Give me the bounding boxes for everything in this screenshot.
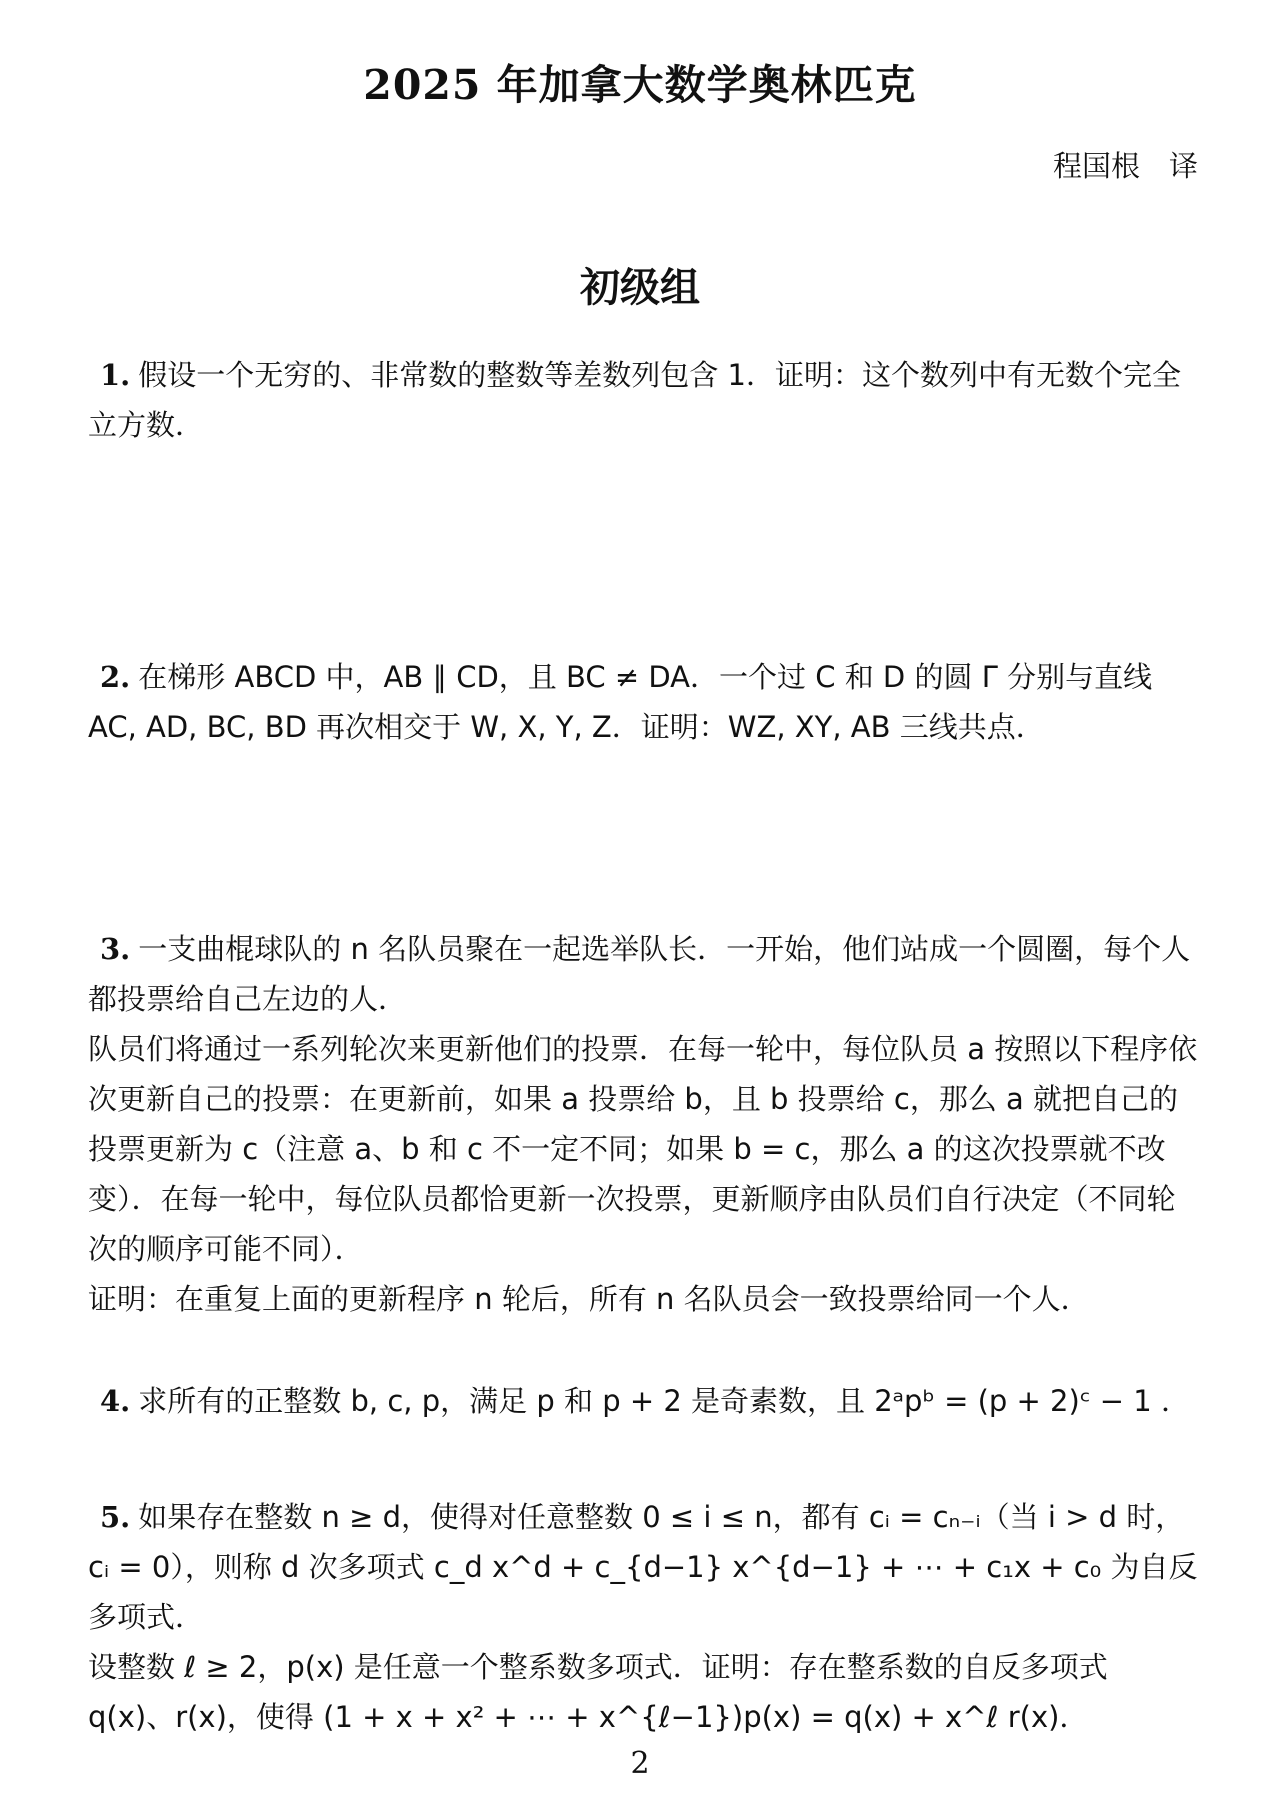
- problem-1: [88, 350, 1198, 450]
- problem-paragraph: 5. 如果存在整数 n ≥ d，使得对任意整数 0 ≤ i ≤ n，都有 cᵢ = cₙ₋ᵢ（当 i > d 时，cᵢ = 0），则称 d 次多项式 c_d x^d + c_{d−1} x^{d−1} + ⋯ + c₁x + c₀ 为自反多项式．: [88, 1500, 1198, 1634]
- problem-paragraph: 设整数 ℓ ≥ 2，p(x) 是任意一个整系数多项式．证明：存在整系数的自反多项式 q(x)、r(x)，使得 (1 + x + x² + ⋯ + x^{ℓ−1})p(x) = q(x) + x^ℓ r(x)．: [88, 1650, 1108, 1734]
- translator-credit: 程国根 译: [1052, 149, 1198, 183]
- problem-paragraph: 2. 在梯形 ABCD 中，AB ∥ CD，且 BC ≠ DA．一个过 C 和 D 的圆 Γ 分别与直线 AC, AD, BC, BD 再次相交于 W, X, Y, Z．证明：WZ, XY, AB 三线共点．: [88, 660, 1153, 744]
- problem-number: 4.: [100, 1384, 131, 1418]
- section-heading: 初级组: [580, 265, 700, 311]
- problem-paragraph: 4. 求所有的正整数 b, c, p，满足 p 和 p + 2 是奇素数，且 2ᵃpᵇ = (p + 2)ᶜ − 1 ．: [100, 1384, 1190, 1418]
- problem-number: 3.: [100, 932, 131, 966]
- problem-number: 2.: [100, 660, 131, 694]
- problem-number: 5.: [100, 1500, 131, 1534]
- problem-paragraph: 证明：在重复上面的更新程序 n 轮后，所有 n 名队员会一致投票给同一个人．: [88, 1282, 1090, 1316]
- problem-paragraph: 队员们将通过一系列轮次来更新他们的投票．在每一轮中，每位队员 a 按照以下程序依次更新自己的投票：在更新前，如果 a 投票给 b，且 b 投票给 c，那么 a 就把自己的投票更新为 c（注意 a、b 和 c 不一定不同；如果 b = c，那么 a 的这次投票就不改变）．在每一轮中，每位队员都恰更新一次投票，更新顺序由队员们自行决定（不同轮次的顺序可能不同）．: [88, 1032, 1198, 1266]
- document-title: 2025 年加拿大数学奥林匹克: [363, 61, 917, 109]
- problem-paragraph: 1. 假设一个无穷的、非常数的整数等差数列包含 1．证明：这个数列中有无数个完全立方数．: [88, 358, 1181, 442]
- page-number: 2: [630, 1746, 650, 1781]
- problem-2: [88, 652, 1198, 752]
- problem-paragraph: 3. 一支曲棍球队的 n 名队员聚在一起选举队长．一开始，他们站成一个圆圈，每个人都投票给自己左边的人．: [88, 932, 1191, 1016]
- problem-3: [88, 924, 1198, 1324]
- problem-5: [88, 1492, 1198, 1742]
- problem-4: [88, 1376, 1198, 1426]
- problem-number: 1.: [100, 358, 131, 392]
